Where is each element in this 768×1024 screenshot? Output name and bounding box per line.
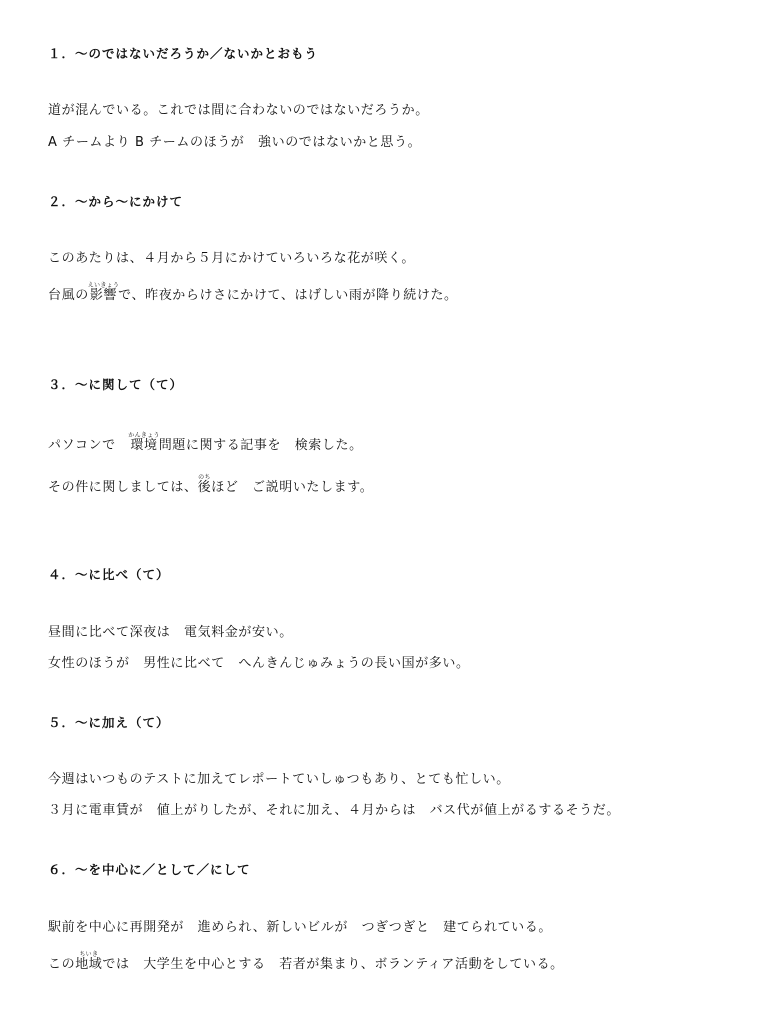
section-1-example-1: 道が混んでいる。これでは間に合わないのではないだろうか。 [48,103,429,118]
section-2-example-1: このあたりは、４月から５月にかけていろいろな花が咲く。 [48,251,415,266]
ruby-word [75,951,103,972]
section-4-example-1: 昼間に比べて深夜は 電気料金が安い。 [48,625,293,640]
section-6-example-1: 駅前を中心に再開発が 進められ、新しいビルが つぎつぎと 建てられている。 [48,920,552,935]
furigana: えいきょう [87,282,120,289]
section-2-example-2 [48,282,458,304]
text-after: で、昨夜からけさにかけて、はげしい雨が降り続けた。 [118,288,458,303]
section-5-heading: ５．～に加え（て） [48,715,170,730]
section-6-heading: ６．～を中心に／として／にして [48,862,251,877]
text-after: 問題に関する記事を 検索した。 [158,438,363,453]
section-2-heading: ２．～から～にかけて [48,194,184,209]
ruby-word [87,282,120,303]
text-before: この [48,957,76,972]
ruby-word [128,432,160,453]
furigana: かんきょう [128,432,160,439]
section-1-heading: １．～のではないだろうか／ないかとおもう [48,46,319,61]
section-3-example-2 [48,474,373,496]
text-before: 台風の [48,288,89,303]
furigana: ちいき [75,951,103,958]
section-4-heading: ４．～に比べ（て） [48,567,170,582]
section-4-example-2: 女性のほうが 男性に比べて へんきんじゅみょうの長い国が多い。 [48,656,470,671]
ruby-base: 後 [197,480,212,495]
text-before: パソコンで [48,438,130,453]
section-3-heading: ３．～に関して（て） [48,377,184,392]
section-3-example-1 [48,432,363,454]
ruby-base: 影響 [87,288,120,303]
section-6-example-2 [48,951,564,973]
section-5-example-2: ３月に電車賃が 値上がりしたが、それに加え、４月からは バス代が値上がるするそうだ。 [48,803,620,818]
section-1-example-2: A チームより B チームのほうが 強いのではないかと思う。 [48,135,422,150]
ruby-word [197,474,212,495]
text-before: その件に関しましては、 [48,480,198,495]
text-after: では 大学生を中心とする 若者が集まり、ボランティア活動をしている。 [102,957,564,972]
section-5-example-1: 今週はいつものテストに加えてレポートていしゅつもあり、とても忙しい。 [48,772,510,787]
text-after: ほど ご説明いたします。 [211,480,374,495]
ruby-base: 環境 [128,438,160,453]
ruby-base: 地域 [75,957,103,972]
furigana: のち [197,474,212,481]
